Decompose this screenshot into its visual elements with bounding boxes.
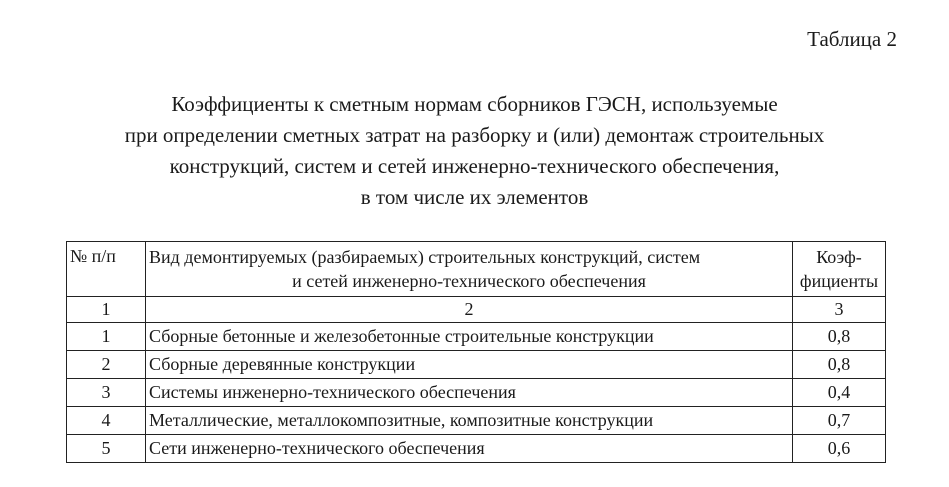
row-num: 5 bbox=[67, 435, 146, 463]
header-coef-line1: Коэф- bbox=[816, 247, 862, 267]
heading-line: при определении сметных затрат на разборку и (или) демонтаж строительных bbox=[124, 123, 825, 147]
row-name: Сборные бетонные и железобетонные строительные конструкции bbox=[146, 323, 793, 351]
row-num: 1 bbox=[67, 323, 146, 351]
coefficients-table bbox=[66, 241, 886, 463]
row-num: 3 bbox=[67, 379, 146, 407]
header-name-line2: и сетей инженерно-технического обеспечения bbox=[292, 271, 646, 291]
column-index: 1 bbox=[67, 297, 146, 323]
column-index-row bbox=[67, 297, 886, 323]
row-name: Системы инженерно-технического обеспечения bbox=[146, 379, 793, 407]
header-coef-line2: фициенты bbox=[799, 271, 879, 291]
heading-line: в том числе их элементов bbox=[360, 185, 589, 209]
row-name: Сборные деревянные конструкции bbox=[146, 351, 793, 379]
row-coef: 0,8 bbox=[793, 351, 886, 379]
row-name: Металлические, металлокомпозитные, композитные конструкции bbox=[146, 407, 793, 435]
table-row bbox=[67, 323, 886, 351]
document-heading bbox=[0, 89, 949, 213]
row-coef: 0,8 bbox=[793, 323, 886, 351]
header-row bbox=[67, 242, 886, 297]
column-index: 2 bbox=[146, 297, 793, 323]
heading-line: конструкций, систем и сетей инженерно-технического обеспечения, bbox=[169, 154, 780, 178]
heading-line: Коэффициенты к сметным нормам сборников ГЭСН, используемые bbox=[171, 92, 778, 116]
header-name-line1: Вид демонтируемых (разбираемых) строительных конструкций, систем bbox=[149, 247, 701, 267]
row-coef: 0,4 bbox=[793, 379, 886, 407]
row-name: Сети инженерно-технического обеспечения bbox=[146, 435, 793, 463]
table-label: Таблица 2 bbox=[807, 27, 897, 51]
header-num: № п/п bbox=[67, 242, 146, 297]
header-coef bbox=[793, 242, 886, 297]
header-name bbox=[146, 242, 793, 297]
table-row bbox=[67, 351, 886, 379]
row-num: 2 bbox=[67, 351, 146, 379]
row-num: 4 bbox=[67, 407, 146, 435]
table-row bbox=[67, 379, 886, 407]
row-coef: 0,6 bbox=[793, 435, 886, 463]
column-index: 3 bbox=[793, 297, 886, 323]
row-coef: 0,7 bbox=[793, 407, 886, 435]
table-row bbox=[67, 407, 886, 435]
table-row bbox=[67, 435, 886, 463]
